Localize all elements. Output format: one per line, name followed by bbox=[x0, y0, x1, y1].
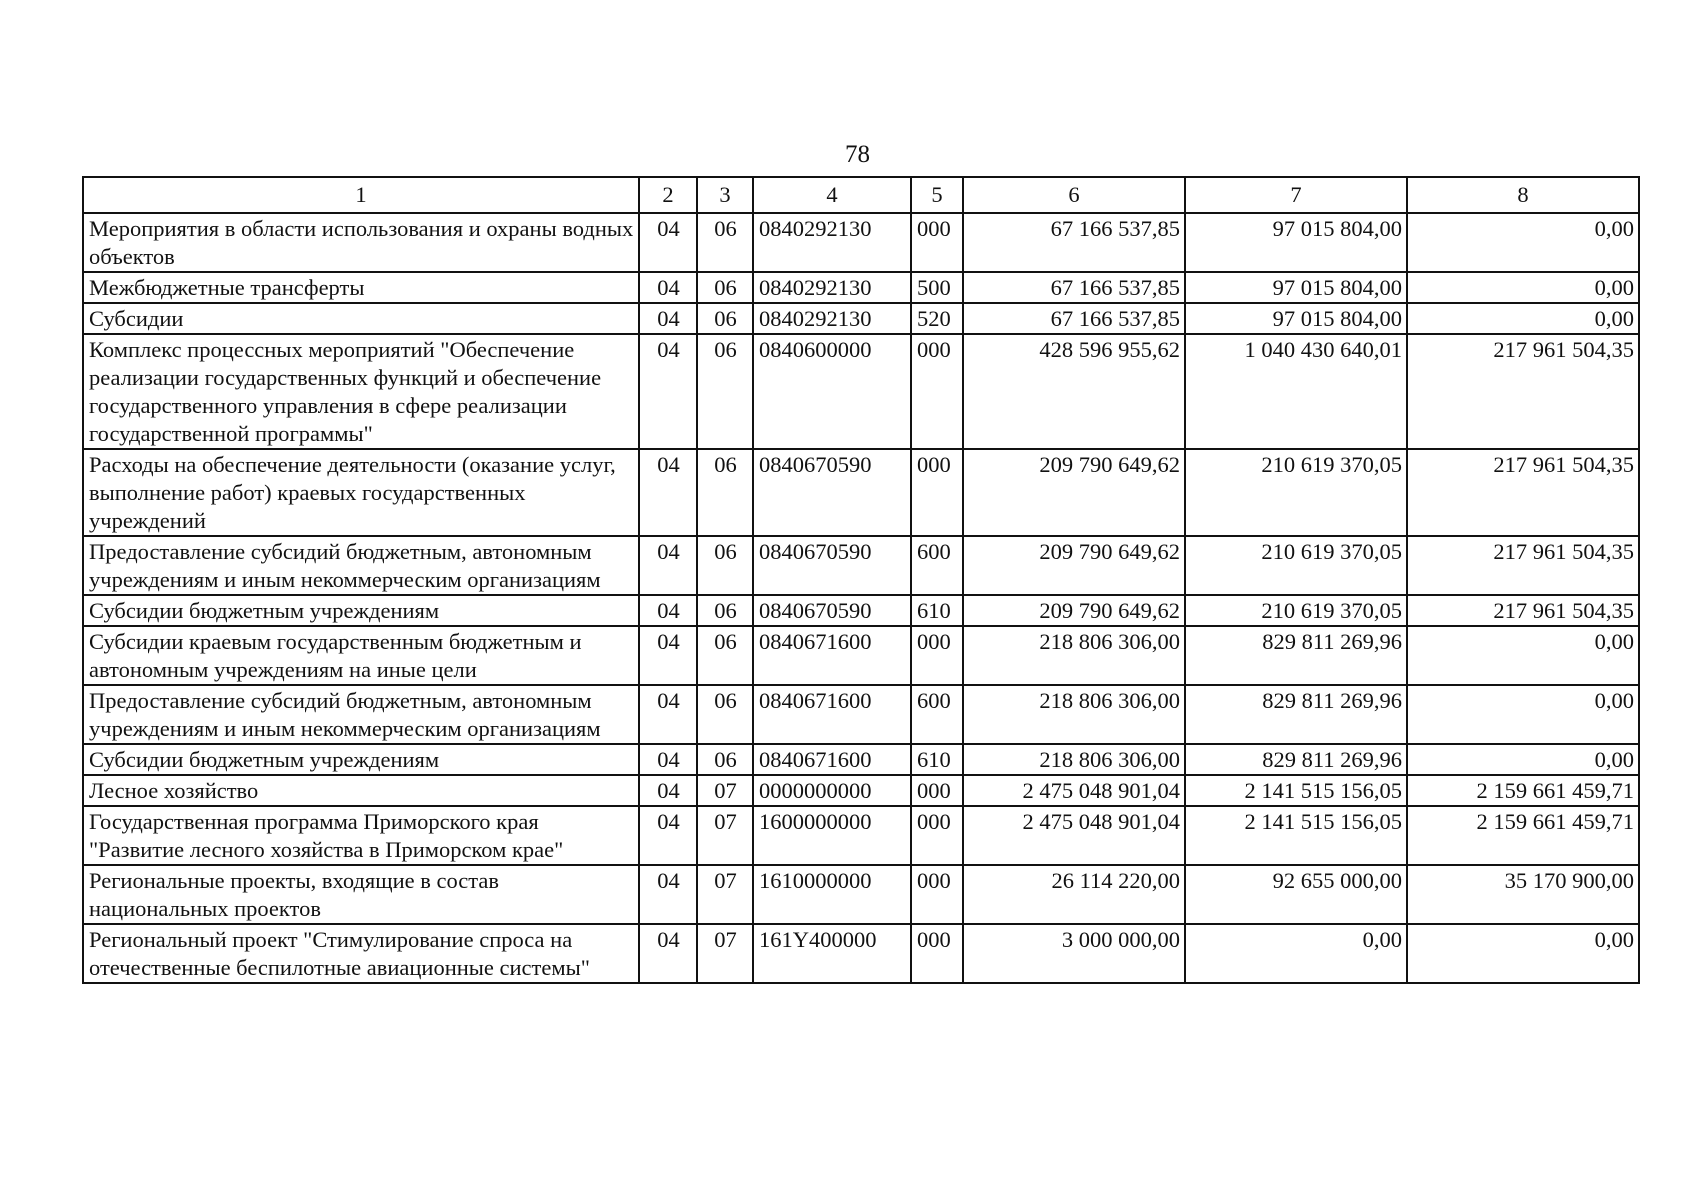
row-amount-col7: 97 015 804,00 bbox=[1185, 213, 1407, 272]
row-amount-col7: 1 040 430 640,01 bbox=[1185, 334, 1407, 449]
row-amount-col6: 67 166 537,85 bbox=[963, 303, 1185, 334]
header-col-4: 4 bbox=[753, 177, 911, 213]
row-section: 04 bbox=[639, 626, 697, 685]
row-section: 04 bbox=[639, 775, 697, 806]
row-amount-col7: 0,00 bbox=[1185, 924, 1407, 983]
row-section: 04 bbox=[639, 449, 697, 536]
header-col-3: 3 bbox=[697, 177, 753, 213]
row-expense-type: 000 bbox=[911, 775, 963, 806]
row-subsection: 07 bbox=[697, 924, 753, 983]
row-section: 04 bbox=[639, 865, 697, 924]
row-expense-type: 500 bbox=[911, 272, 963, 303]
row-subsection: 06 bbox=[697, 449, 753, 536]
row-name: Мероприятия в области использования и охраны водных объектов bbox=[83, 213, 639, 272]
row-amount-col6: 67 166 537,85 bbox=[963, 272, 1185, 303]
row-amount-col6: 209 790 649,62 bbox=[963, 449, 1185, 536]
row-section: 04 bbox=[639, 685, 697, 744]
row-section: 04 bbox=[639, 303, 697, 334]
row-amount-col6: 209 790 649,62 bbox=[963, 536, 1185, 595]
header-col-6: 6 bbox=[963, 177, 1185, 213]
table-row bbox=[83, 685, 1639, 744]
table-row bbox=[83, 924, 1639, 983]
row-target-code: 1600000000 bbox=[753, 806, 911, 865]
row-subsection: 06 bbox=[697, 685, 753, 744]
table-body bbox=[83, 213, 1639, 983]
row-amount-col6: 218 806 306,00 bbox=[963, 685, 1185, 744]
row-expense-type: 000 bbox=[911, 865, 963, 924]
row-target-code: 0840671600 bbox=[753, 744, 911, 775]
row-amount-col7: 829 811 269,96 bbox=[1185, 626, 1407, 685]
row-target-code: 0840670590 bbox=[753, 595, 911, 626]
row-name: Расходы на обеспечение деятельности (оказание услуг, выполнение работ) краевых государственных учреждений bbox=[83, 449, 639, 536]
table-row bbox=[83, 272, 1639, 303]
row-amount-col7: 210 619 370,05 bbox=[1185, 449, 1407, 536]
row-amount-col7: 97 015 804,00 bbox=[1185, 303, 1407, 334]
row-amount-col8: 217 961 504,35 bbox=[1407, 334, 1639, 449]
row-target-code: 0840671600 bbox=[753, 685, 911, 744]
row-target-code: 0840600000 bbox=[753, 334, 911, 449]
row-expense-type: 000 bbox=[911, 626, 963, 685]
table-row bbox=[83, 775, 1639, 806]
row-section: 04 bbox=[639, 744, 697, 775]
row-amount-col7: 829 811 269,96 bbox=[1185, 744, 1407, 775]
row-name: Региональные проекты, входящие в состав национальных проектов bbox=[83, 865, 639, 924]
row-amount-col6: 67 166 537,85 bbox=[963, 213, 1185, 272]
row-subsection: 06 bbox=[697, 213, 753, 272]
table-row bbox=[83, 449, 1639, 536]
row-name: Субсидии bbox=[83, 303, 639, 334]
row-subsection: 07 bbox=[697, 775, 753, 806]
table-row bbox=[83, 865, 1639, 924]
row-target-code: 0840670590 bbox=[753, 536, 911, 595]
row-section: 04 bbox=[639, 536, 697, 595]
row-name: Субсидии краевым государственным бюджетным и автономным учреждениям на иные цели bbox=[83, 626, 639, 685]
row-amount-col8: 2 159 661 459,71 bbox=[1407, 806, 1639, 865]
row-amount-col7: 2 141 515 156,05 bbox=[1185, 806, 1407, 865]
row-amount-col8: 217 961 504,35 bbox=[1407, 449, 1639, 536]
row-expense-type: 520 bbox=[911, 303, 963, 334]
row-amount-col6: 218 806 306,00 bbox=[963, 744, 1185, 775]
row-target-code: 0840292130 bbox=[753, 213, 911, 272]
row-name: Субсидии бюджетным учреждениям bbox=[83, 595, 639, 626]
row-amount-col7: 210 619 370,05 bbox=[1185, 536, 1407, 595]
row-amount-col8: 0,00 bbox=[1407, 213, 1639, 272]
row-amount-col8: 0,00 bbox=[1407, 303, 1639, 334]
row-amount-col8: 2 159 661 459,71 bbox=[1407, 775, 1639, 806]
row-expense-type: 600 bbox=[911, 685, 963, 744]
row-subsection: 06 bbox=[697, 272, 753, 303]
table-row bbox=[83, 213, 1639, 272]
row-name: Региональный проект "Стимулирование спроса на отечественные беспилотные авиационные системы" bbox=[83, 924, 639, 983]
row-subsection: 07 bbox=[697, 806, 753, 865]
row-section: 04 bbox=[639, 595, 697, 626]
row-subsection: 06 bbox=[697, 334, 753, 449]
row-amount-col7: 210 619 370,05 bbox=[1185, 595, 1407, 626]
row-amount-col8: 0,00 bbox=[1407, 924, 1639, 983]
row-target-code: 1610000000 bbox=[753, 865, 911, 924]
row-expense-type: 000 bbox=[911, 806, 963, 865]
row-section: 04 bbox=[639, 924, 697, 983]
row-amount-col8: 217 961 504,35 bbox=[1407, 536, 1639, 595]
row-amount-col6: 218 806 306,00 bbox=[963, 626, 1185, 685]
row-target-code: 0840671600 bbox=[753, 626, 911, 685]
row-subsection: 06 bbox=[697, 303, 753, 334]
row-amount-col7: 97 015 804,00 bbox=[1185, 272, 1407, 303]
row-name: Комплекс процессных мероприятий "Обеспечение реализации государственных функций и обеспечение государственного управления в сфере реализации государственной программы" bbox=[83, 334, 639, 449]
row-section: 04 bbox=[639, 213, 697, 272]
row-amount-col8: 0,00 bbox=[1407, 272, 1639, 303]
row-expense-type: 000 bbox=[911, 924, 963, 983]
row-amount-col6: 3 000 000,00 bbox=[963, 924, 1185, 983]
row-expense-type: 610 bbox=[911, 595, 963, 626]
table-row bbox=[83, 303, 1639, 334]
row-subsection: 06 bbox=[697, 595, 753, 626]
row-amount-col6: 26 114 220,00 bbox=[963, 865, 1185, 924]
row-subsection: 06 bbox=[697, 536, 753, 595]
row-amount-col6: 209 790 649,62 bbox=[963, 595, 1185, 626]
row-expense-type: 000 bbox=[911, 213, 963, 272]
row-target-code: 0840292130 bbox=[753, 303, 911, 334]
row-amount-col8: 217 961 504,35 bbox=[1407, 595, 1639, 626]
row-expense-type: 000 bbox=[911, 449, 963, 536]
header-col-8: 8 bbox=[1407, 177, 1639, 213]
row-amount-col7: 92 655 000,00 bbox=[1185, 865, 1407, 924]
row-amount-col8: 0,00 bbox=[1407, 685, 1639, 744]
row-section: 04 bbox=[639, 334, 697, 449]
row-name: Предоставление субсидий бюджетным, автономным учреждениям и иным некоммерческим организациям bbox=[83, 536, 639, 595]
header-col-1: 1 bbox=[83, 177, 639, 213]
row-name: Предоставление субсидий бюджетным, автономным учреждениям и иным некоммерческим организациям bbox=[83, 685, 639, 744]
row-target-code: 0840670590 bbox=[753, 449, 911, 536]
header-col-7: 7 bbox=[1185, 177, 1407, 213]
row-amount-col7: 829 811 269,96 bbox=[1185, 685, 1407, 744]
row-amount-col7: 2 141 515 156,05 bbox=[1185, 775, 1407, 806]
row-subsection: 06 bbox=[697, 744, 753, 775]
row-expense-type: 610 bbox=[911, 744, 963, 775]
row-amount-col8: 0,00 bbox=[1407, 744, 1639, 775]
header-col-2: 2 bbox=[639, 177, 697, 213]
table-row bbox=[83, 626, 1639, 685]
header-col-5: 5 bbox=[911, 177, 963, 213]
table-row bbox=[83, 595, 1639, 626]
table-header-row bbox=[83, 177, 1639, 213]
row-target-code: 0840292130 bbox=[753, 272, 911, 303]
row-amount-col8: 35 170 900,00 bbox=[1407, 865, 1639, 924]
row-subsection: 06 bbox=[697, 626, 753, 685]
row-name: Государственная программа Приморского края "Развитие лесного хозяйства в Приморском крае" bbox=[83, 806, 639, 865]
row-expense-type: 000 bbox=[911, 334, 963, 449]
row-amount-col8: 0,00 bbox=[1407, 626, 1639, 685]
row-name: Лесное хозяйство bbox=[83, 775, 639, 806]
table-row bbox=[83, 536, 1639, 595]
row-section: 04 bbox=[639, 272, 697, 303]
table-row bbox=[83, 806, 1639, 865]
page-number: 78 bbox=[845, 141, 870, 168]
row-subsection: 07 bbox=[697, 865, 753, 924]
table-row bbox=[83, 744, 1639, 775]
row-amount-col6: 428 596 955,62 bbox=[963, 334, 1185, 449]
row-amount-col6: 2 475 048 901,04 bbox=[963, 806, 1185, 865]
row-target-code: 0000000000 bbox=[753, 775, 911, 806]
row-target-code: 161Y400000 bbox=[753, 924, 911, 983]
row-name: Субсидии бюджетным учреждениям bbox=[83, 744, 639, 775]
row-name: Межбюджетные трансферты bbox=[83, 272, 639, 303]
table-row bbox=[83, 334, 1639, 449]
row-section: 04 bbox=[639, 806, 697, 865]
budget-table bbox=[82, 176, 1640, 984]
row-amount-col6: 2 475 048 901,04 bbox=[963, 775, 1185, 806]
row-expense-type: 600 bbox=[911, 536, 963, 595]
